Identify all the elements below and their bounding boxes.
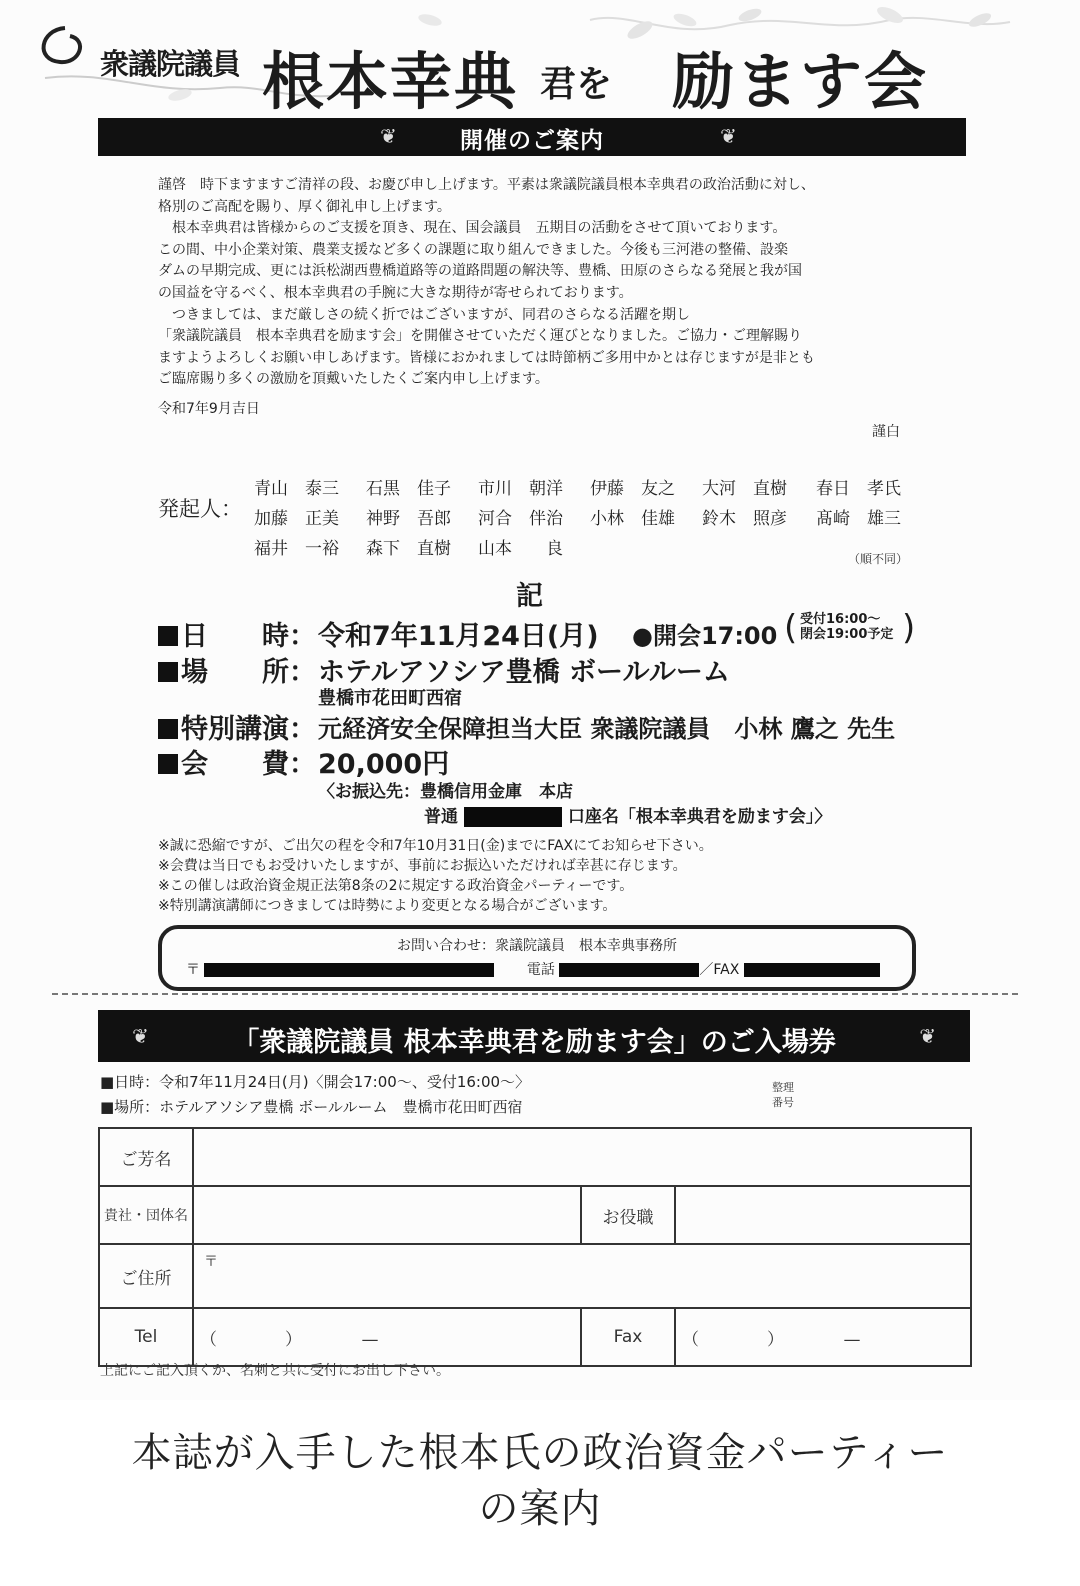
flourish-right-icon: ❦ — [720, 124, 737, 148]
redacted-address — [204, 963, 494, 977]
form-row-address — [99, 1244, 971, 1308]
promoter-name: 髙崎 雄三 — [816, 509, 901, 529]
form-row-name — [99, 1128, 971, 1186]
contact-title: お問い合わせ：衆議院議員 根本幸典事務所 — [397, 938, 677, 954]
form-row-phone — [99, 1308, 971, 1366]
place-value: ホテルアソシア豊橋 ボールルーム — [318, 657, 730, 688]
tel-label: 電話 — [526, 962, 555, 978]
paren-close: ) — [902, 608, 916, 648]
redacted-phone — [559, 963, 699, 977]
transfer-account — [424, 802, 831, 827]
promoter-name: 山本 良 — [478, 539, 563, 559]
letter-line: ダムの早期完成、更には浜松湖西豊橋道路等の道路問題の解決等、豊橋、田原のさらなる発展と我が国 — [158, 263, 802, 280]
ticket-place: ■場所：ホテルアソシア豊橋 ボールルーム 豊橋市花田町西宿 — [100, 1098, 523, 1116]
letter-line: 根本幸典君は皆様からのご支援を頂き、現在、国会議員 五期目の活動をさせて頂いております。 — [158, 220, 787, 237]
caption-line1: 本誌が入手した根本氏の政治資金パーティー — [131, 1430, 949, 1476]
promoter-name: 森下 直樹 — [366, 539, 451, 559]
letter-line: ますようよろしくお願い申しあげます。皆様におかれましては時節柄ご多用中かとは存じますが是非とも — [158, 349, 815, 366]
open-time: ●開会17:00 — [632, 622, 778, 650]
square-bullet-icon — [158, 662, 178, 682]
address-field[interactable] — [193, 1244, 971, 1308]
promoter-name: 春日 孝氏 — [816, 479, 901, 499]
letter-line: 謹啓 時下ますますご清祥の段、お慶び申し上げます。平素は衆議院議員根本幸典君の政治活動に対し、 — [158, 177, 815, 193]
promoter-name: 青山 泰三 — [254, 479, 339, 499]
letter-date: 令和7年9月吉日 — [158, 401, 260, 417]
letter-line: 格別のご高配を賜り、厚く御礼申し上げます。 — [158, 198, 451, 215]
promoter-name: 鈴木 照彦 — [702, 509, 787, 529]
fee-label: 会 費： — [181, 749, 316, 780]
postal-mark: 〒 — [204, 1254, 218, 1270]
reception-line1: 受付16:00～ — [800, 612, 881, 627]
fax-label: ／FAX — [699, 962, 740, 978]
address-label: ご住所 — [99, 1244, 193, 1308]
square-bullet-icon — [158, 719, 178, 739]
letter-line: ご臨席賜り多くの激励を頂戴いたしたくご案内申し上げます。 — [158, 371, 549, 388]
title-rest: 励ます会 — [672, 45, 929, 118]
contact-line — [186, 959, 880, 979]
lecture-value: 元経済安全保障担当大臣 衆議院議員 小林 鷹之 先生 — [318, 715, 896, 743]
fax-field[interactable]: （ ） — — [675, 1308, 971, 1366]
promoter-name: 小林 佳雄 — [590, 509, 675, 529]
detail-lecture — [158, 707, 896, 746]
letter-line: つきましては、まだ厳しさの続く折ではございますが、同君のさらなる活躍を期し — [158, 306, 690, 323]
tel-field[interactable]: （ ） — — [193, 1308, 581, 1366]
detail-place — [158, 650, 730, 689]
transfer-bank: 〈お振込先：豊橋信用金庫 本店 — [318, 782, 573, 802]
ticket-banner — [98, 1010, 970, 1062]
reception-line2: 閉会19:00予定 — [800, 627, 894, 642]
datetime-value: 令和7年11月24日(月) — [318, 621, 599, 652]
subtitle: 衆議院議員 — [100, 47, 241, 81]
caption-line2: の案内 — [478, 1486, 602, 1532]
info-banner-title: 開催のご案内 — [460, 128, 604, 154]
promoter-name: 加藤 正美 — [254, 509, 339, 529]
detail-fee — [158, 742, 450, 781]
promoter-name: 福井 一裕 — [254, 539, 339, 559]
title-kun: 君を — [540, 64, 613, 105]
transfer-type: 普通 — [424, 807, 458, 827]
info-banner — [98, 118, 966, 156]
letter-line: この間、中小企業対策、農業支援など多くの課題に取り組んできました。今後も三河港の整備、設楽 — [158, 241, 788, 258]
title-label: お役職 — [581, 1186, 675, 1244]
promoter-name: 市川 朝洋 — [478, 479, 563, 499]
square-bullet-icon — [158, 754, 178, 774]
promoters-label: 発起人： — [158, 497, 242, 521]
title-name: 根本幸典 — [262, 45, 519, 118]
seiri-number-label: 整理 番号 — [772, 1081, 794, 1109]
promoter-name: 石黒 佳子 — [366, 479, 451, 499]
order-note: （順不同） — [848, 552, 909, 566]
fax-label: Fax — [581, 1308, 675, 1366]
postal-mark: 〒 — [186, 962, 200, 978]
datetime-label: 日 時： — [181, 621, 316, 652]
name-label: ご芳名 — [99, 1128, 193, 1186]
note-line: ※この催しは政治資金規正法第8条の2に規定する政治資金パーティーです。 — [158, 878, 634, 894]
tel-label: Tel — [99, 1308, 193, 1366]
ticket-title: 「衆議院議員 根本幸典君を励ます会」のご入場券 — [232, 1027, 836, 1058]
transfer-account-name: 口座名「根本幸典君を励ます会」〉 — [567, 807, 832, 827]
entry-form — [98, 1127, 972, 1367]
detail-datetime — [158, 608, 916, 653]
cut-line — [52, 993, 1018, 995]
flourish-right-icon: ❦ — [919, 1024, 936, 1048]
form-row-company — [99, 1186, 971, 1244]
redacted-account-number — [464, 807, 562, 827]
contact-box — [158, 925, 916, 991]
form-footnote: 上記にご記入頂くか、名刺と共に受付にお出し下さい。 — [100, 1363, 450, 1379]
note-line: ※特別講演講師につきましては時勢により変更となる場合がございます。 — [158, 898, 617, 914]
square-bullet-icon — [158, 626, 178, 646]
notes — [158, 836, 713, 916]
flourish-left-icon: ❦ — [380, 124, 397, 148]
reception-time — [800, 612, 893, 642]
letter-line: 「衆議院議員 根本幸典君を励ます会」を開催させていただく運びとなりました。ご協力・ご理解賜り — [158, 328, 802, 345]
company-field[interactable] — [193, 1186, 581, 1244]
flourish-left-icon: ❦ — [132, 1024, 149, 1048]
photo-caption — [0, 1425, 1080, 1537]
note-line: ※会費は当日でもお受けいたしますが、事前にお振込いただければ幸甚に存じます。 — [158, 858, 687, 874]
promoter-name: 神野 吾郎 — [366, 509, 451, 529]
ticket-datetime: ■日時：令和7年11月24日(月)〈開会17:00～、受付16:00～〉 — [100, 1073, 531, 1091]
promoter-name: 伊藤 友之 — [590, 479, 675, 499]
promoter-name: 大河 直樹 — [702, 479, 787, 499]
invitation-letter — [158, 175, 918, 391]
title-field[interactable] — [675, 1186, 971, 1244]
note-line: ※誠に恐縮ですが、ご出欠の程を令和7年10月31日(金)までにFAXにてお知らせ下さい。 — [158, 838, 713, 854]
place-address: 豊橋市花田町西宿 — [318, 688, 462, 709]
redacted-fax — [744, 963, 880, 977]
letter-line: の国益を守るべく、根本幸典君の手腕に大きな期待が寄せられております。 — [158, 284, 633, 301]
lecture-label: 特別講演： — [181, 714, 316, 745]
letter-closing: 謹白 — [872, 424, 900, 440]
place-label: 場 所： — [181, 657, 316, 688]
company-label: 貴社・団体名 — [99, 1186, 193, 1244]
promoter-name: 河合 伴治 — [478, 509, 563, 529]
fee-value: 20,000円 — [318, 749, 450, 780]
name-field[interactable] — [193, 1128, 971, 1186]
ki-heading: 記 — [516, 581, 543, 612]
paren-open: ( — [784, 608, 798, 648]
